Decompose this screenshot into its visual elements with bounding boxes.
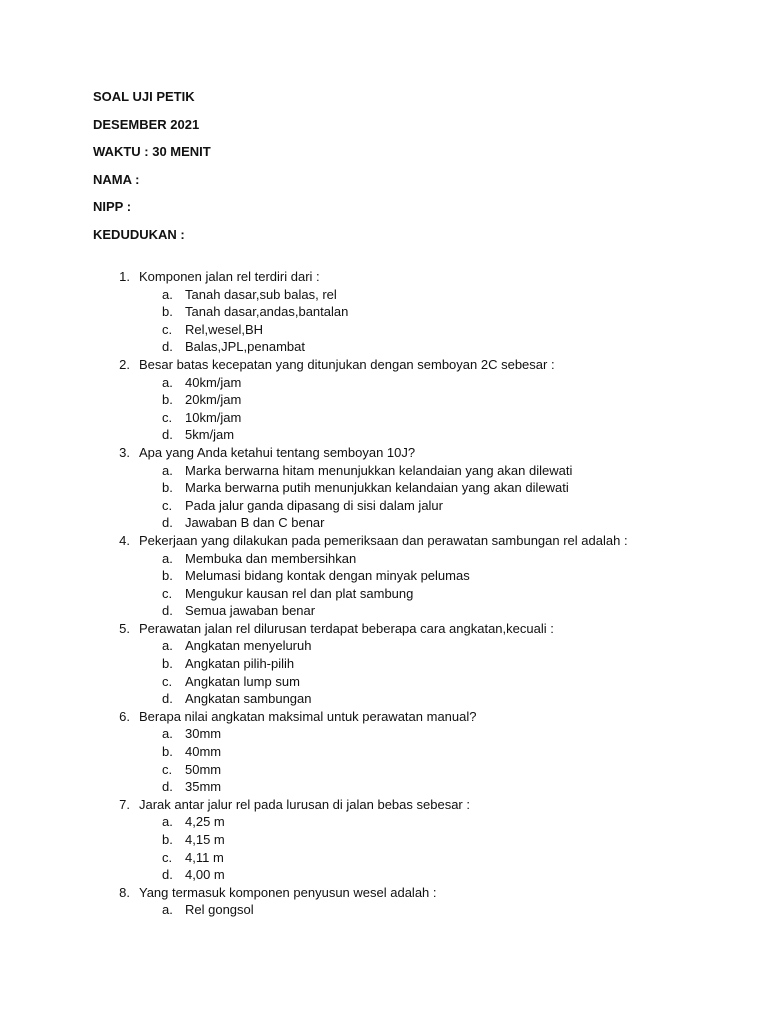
question-item	[0, 444, 768, 462]
option-text: Jawaban B dan C benar	[185, 515, 325, 531]
option-label: b.	[162, 392, 173, 408]
option-text: Tanah dasar,sub balas, rel	[185, 286, 337, 302]
answer-option	[0, 778, 768, 796]
answer-option	[0, 602, 768, 620]
question-text: Komponen jalan rel terdiri dari :	[139, 269, 320, 284]
option-label: a.	[162, 638, 173, 654]
option-label: b.	[162, 744, 173, 760]
option-text: Marka berwarna hitam menunjukkan kelandaian yang akan dilewati	[185, 462, 573, 478]
option-text: Rel,wesel,BH	[185, 321, 264, 337]
answer-option	[0, 813, 768, 831]
answer-option	[0, 743, 768, 761]
answer-option	[0, 426, 768, 444]
question-number: 3.	[119, 444, 130, 460]
option-label: a.	[162, 902, 173, 918]
answer-option	[0, 514, 768, 532]
option-text: 40mm	[185, 744, 222, 760]
question-number: 1.	[119, 269, 130, 284]
question-number: 7.	[119, 796, 130, 812]
question-item	[0, 268, 768, 286]
answer-option	[0, 321, 768, 339]
option-label: a.	[162, 814, 173, 830]
option-label: c.	[162, 585, 173, 601]
answer-option	[0, 761, 768, 779]
option-text: Mengukur kausan rel dan plat sambung	[185, 585, 414, 601]
option-label: b.	[162, 832, 173, 847]
answer-option	[0, 286, 768, 304]
option-label: a.	[162, 286, 173, 302]
answer-option	[0, 567, 768, 585]
option-label: c.	[162, 497, 173, 513]
answer-option	[0, 637, 768, 655]
answer-option	[0, 585, 768, 603]
answer-option	[0, 550, 768, 568]
answer-option	[0, 690, 768, 708]
option-text: Angkatan sambungan	[185, 691, 312, 707]
answer-option	[0, 673, 768, 691]
question-text: Berapa nilai angkatan maksimal untuk perawatan manual?	[139, 708, 477, 724]
option-label: c.	[162, 321, 173, 337]
option-label: d.	[162, 691, 173, 707]
answer-option	[0, 725, 768, 743]
option-text: 50mm	[185, 761, 222, 777]
answer-option	[0, 462, 768, 480]
option-text: 40km/jam	[185, 374, 242, 390]
option-label: d.	[162, 867, 173, 883]
question-number: 2.	[119, 356, 130, 372]
option-text: 4,11 m	[185, 849, 224, 865]
question-item	[0, 796, 768, 814]
answer-option	[0, 338, 768, 356]
question-text: Jarak antar jalur rel pada lurusan di jalan bebas sebesar :	[139, 796, 470, 812]
document-date: DESEMBER 2021	[93, 117, 200, 132]
option-text: 10km/jam	[185, 409, 242, 425]
question-text: Perawatan jalan rel dilurusan terdapat beberapa cara angkatan,kecuali :	[139, 620, 554, 636]
option-label: d.	[162, 779, 173, 795]
option-text: 35mm	[185, 779, 222, 795]
option-label: b.	[162, 304, 173, 320]
answer-option	[0, 866, 768, 884]
question-item	[0, 620, 768, 638]
option-label: d.	[162, 515, 173, 531]
option-text: Semua jawaban benar	[185, 603, 316, 619]
document-title: SOAL UJI PETIK	[93, 89, 195, 104]
question-item	[0, 708, 768, 726]
answer-option	[0, 409, 768, 427]
answer-option	[0, 374, 768, 392]
option-text: Angkatan menyeluruh	[185, 638, 312, 654]
question-item	[0, 356, 768, 374]
option-text: Melumasi bidang kontak dengan minyak pelumas	[185, 568, 470, 584]
option-label: b.	[162, 568, 173, 584]
option-text: Tanah dasar,andas,bantalan	[185, 304, 349, 320]
question-text: Pekerjaan yang dilakukan pada pemeriksaan dan perawatan sambungan rel adalah :	[139, 532, 628, 548]
option-text: Angkatan lump sum	[185, 673, 300, 689]
option-label: c.	[162, 673, 173, 689]
document-time: WAKTU : 30 MENIT	[93, 144, 211, 159]
option-text: Rel gongsol	[185, 902, 254, 918]
option-label: d.	[162, 427, 173, 443]
answer-option	[0, 391, 768, 409]
option-text: 30mm	[185, 726, 222, 742]
question-number: 6.	[119, 708, 130, 724]
question-number: 5.	[119, 620, 130, 636]
question-text: Yang termasuk komponen penyusun wesel adalah :	[139, 884, 437, 900]
option-text: 4,15 m	[185, 832, 225, 847]
nipp-label: NIPP :	[93, 199, 132, 214]
answer-option	[0, 901, 768, 919]
question-text: Besar batas kecepatan yang ditunjukan dengan semboyan 2C sebesar :	[139, 356, 555, 372]
option-text: 20km/jam	[185, 392, 242, 408]
option-label: a.	[162, 550, 173, 566]
question-list	[0, 268, 768, 919]
option-text: Angkatan pilih-pilih	[185, 656, 295, 672]
question-number: 8.	[119, 884, 130, 900]
answer-option	[0, 479, 768, 497]
answer-option	[0, 497, 768, 515]
option-text: 5km/jam	[185, 427, 235, 443]
option-text: Balas,JPL,penambat	[185, 339, 305, 355]
question-item	[0, 532, 768, 550]
question-number: 4.	[119, 532, 130, 548]
option-label: d.	[162, 603, 173, 619]
option-label: b.	[162, 480, 173, 496]
option-label: c.	[162, 849, 173, 865]
option-label: a.	[162, 726, 173, 742]
option-text: 4,00 m	[185, 867, 225, 883]
option-label: a.	[162, 374, 173, 390]
option-label: c.	[162, 409, 173, 425]
name-label: NAMA :	[93, 172, 140, 187]
answer-option	[0, 303, 768, 321]
option-label: b.	[162, 656, 173, 672]
option-label: d.	[162, 339, 173, 355]
answer-option	[0, 655, 768, 673]
option-text: 4,25 m	[185, 814, 225, 830]
option-text: Pada jalur ganda dipasang di sisi dalam jalur	[185, 497, 443, 513]
option-label: a.	[162, 462, 173, 478]
option-text: Membuka dan membersihkan	[185, 550, 357, 566]
answer-option	[0, 831, 768, 849]
option-label: c.	[162, 761, 173, 777]
question-text: Apa yang Anda ketahui tentang semboyan 10J?	[139, 444, 416, 460]
position-label: KEDUDUKAN :	[93, 227, 185, 242]
answer-option	[0, 849, 768, 867]
question-item	[0, 884, 768, 902]
option-text: Marka berwarna putih menunjukkan kelandaian yang akan dilewati	[185, 480, 569, 496]
